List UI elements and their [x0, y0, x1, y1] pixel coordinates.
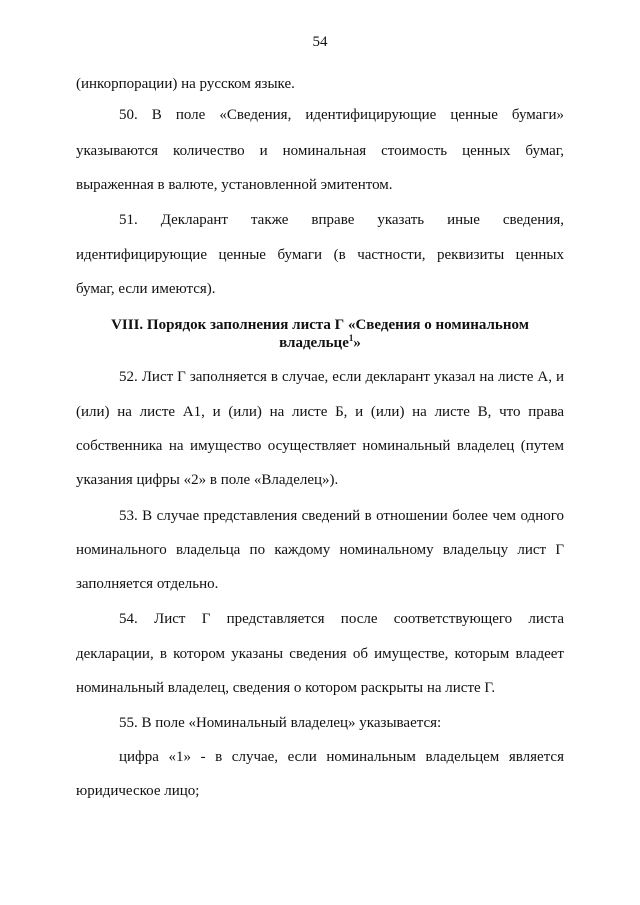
paragraph-52-line-4: указания цифры «2» в поле «Владелец»). — [76, 472, 339, 488]
paragraph-52-line-2: (или) на листе А1, и (или) на листе Б, и (или) на листе В, что права — [76, 404, 564, 420]
list-item-line-2: юридическое лицо; — [76, 783, 200, 799]
paragraph-54-line-2: декларации, в котором указаны сведения об имуществе, которым владеет — [76, 646, 564, 662]
section-heading-quote: » — [353, 335, 361, 351]
paragraph-53-line-3: заполняется отдельно. — [76, 576, 219, 592]
paragraph-51-line-1: 51. Декларант также вправе указать иные сведения, — [119, 212, 564, 228]
paragraph-52-line-3: собственника на имущество осуществляет номинальный владелец (путем — [76, 438, 564, 454]
paragraph-53-line-1: 53. В случае представления сведений в отношении более чем одного — [119, 508, 564, 524]
paragraph-55-line-1: 55. В поле «Номинальный владелец» указывается: — [119, 715, 442, 731]
list-item-line-1: цифра «1» - в случае, если номинальным владельцем является — [119, 749, 564, 765]
paragraph-54-line-3: номинальный владелец, сведения о котором раскрыты на листе Г. — [76, 680, 496, 696]
section-heading-text: владельце — [279, 335, 349, 351]
section-heading-line-2 — [0, 334, 640, 352]
paragraph-51-line-2: идентифицирующие ценные бумаги (в частности, реквизиты ценных — [76, 247, 564, 263]
footnote-mark: 1 — [348, 333, 354, 343]
page-number: 54 — [312, 34, 328, 50]
paragraph-53-line-2: номинального владельца по каждому номинальному владельцу лист Г — [76, 542, 564, 558]
paragraph-52-line-1: 52. Лист Г заполняется в случае, если декларант указал на листе А, и — [119, 369, 564, 385]
paragraph-50-line-2: указываются количество и номинальная стоимость ценных бумаг, — [76, 143, 564, 159]
paragraph-50-line-1: 50. В поле «Сведения, идентифицирующие ценные бумаги» — [119, 107, 564, 123]
paragraph-50-line-3: выраженная в валюте, установленной эмитентом. — [76, 177, 393, 193]
paragraph-54-line-1: 54. Лист Г представляется после соответствующего листа — [119, 611, 564, 627]
text-line: (инкорпорации) на русском языке. — [76, 76, 295, 92]
section-heading-line-1: VIII. Порядок заполнения листа Г «Сведения о номинальном — [111, 317, 529, 333]
paragraph-51-line-3: бумаг, если имеются). — [76, 281, 216, 297]
